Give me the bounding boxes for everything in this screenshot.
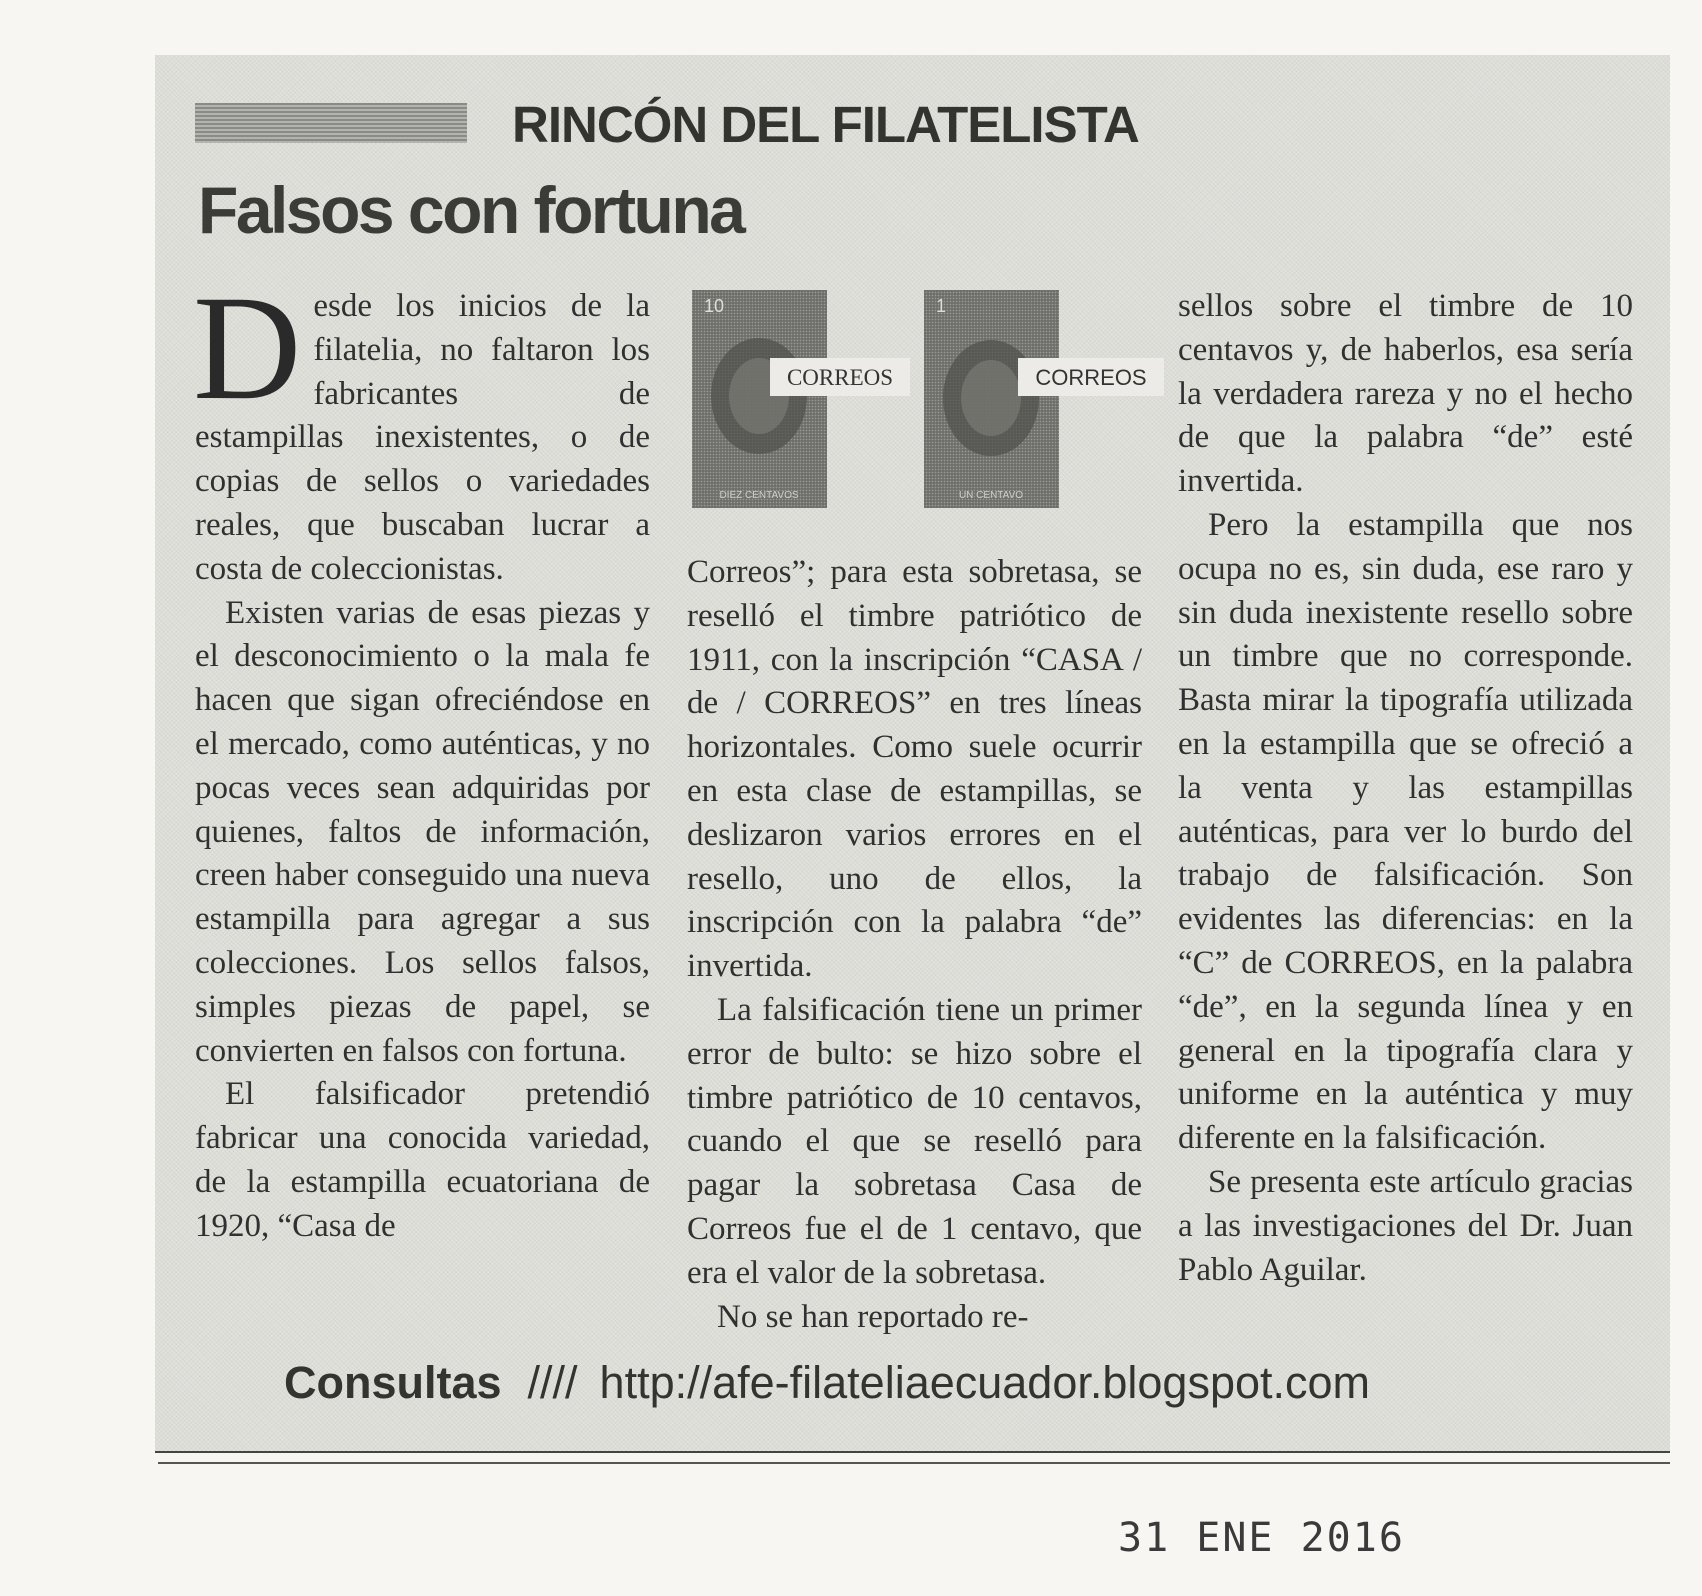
bottom-rule [155, 1451, 1670, 1453]
paragraph-3: El falsificador pretendió fabricar una conocida variedad, de la estampilla ecuatoriana de 1920, “Casa de [195, 1076, 650, 1244]
stamp-2-bottom: UN CENTAVO [958, 490, 1024, 501]
handwritten-date-text: 31 ENE 2016 [1118, 1515, 1405, 1561]
stamp-2 [924, 290, 1164, 508]
paragraph-9: Se presenta este artículo gracias a las investigaciones del Dr. Juan Pablo Aguilar. [1178, 1163, 1633, 1288]
handwritten-date [1118, 1503, 1405, 1573]
column-3 [1178, 285, 1633, 1292]
paragraph-2: Existen varias de esas piezas y el desconocimiento o la mala fe hacen que sigan ofreciéndose en el mercado, como auténticas, y no pocas veces sean adquiridas por quienes, faltos de información, creen haber conseguido una nueva estampilla para agregar a sus colecciones. Los sellos falsos, simples piezas de papel, se convierten en falsos con fortuna. [195, 594, 650, 1069]
stamp-1-value: 10 [704, 296, 725, 316]
stamp-1-bottom: DIEZ CENTAVOS [719, 490, 799, 501]
drop-cap: D [193, 265, 302, 431]
section-bar [195, 103, 467, 143]
paragraph-1-text: esde los inicios de la filatelia, no faltaron los fabricantes de estampillas inexistentes, o de copias de sellos o variedades reales, que buscaban lucrar a costa de coleccionistas. [195, 288, 650, 587]
column-2 [687, 551, 1142, 1339]
paragraph-8: Pero la estampilla que nos ocupa no es, sin duda, ese raro y sin duda inexistente resello sobre un timbre que no corresponde. Basta mirar la tipografía utilizada en la estampilla que se ofreció a la venta y las estampillas auténticas, para ver lo burdo del trabajo de falsificación. Son evidentes las diferencias: en la “C” de CORREOS, en la palabra “de”, en la segunda línea y en general en la tipografía clara y uniforme en la auténtica y muy diferente en la falsificación. [1178, 506, 1633, 1157]
paragraph-7: sellos sobre el timbre de 10 centavos y, de haberlos, esa sería la verdadera rareza y no el hecho de que la palabra “de” esté invertida. [1178, 288, 1633, 500]
column-1 [193, 265, 650, 1249]
section-title: RINCÓN DEL FILATELISTA [512, 96, 1139, 153]
footer-separator: //// [527, 1357, 578, 1408]
bottom-rule-2 [158, 1462, 1670, 1464]
stamp-2-overprint: CORREOS [1035, 365, 1147, 390]
paragraph-6: No se han reportado re- [717, 1298, 1029, 1335]
paragraph-4: Correos”; para esta sobretasa, se reselló el timbre patriótico de 1911, con la inscripción “CASA / de / CORREOS” en tres líneas horizontales. Como suele ocurrir en esta clase de estampillas, se deslizaron varios errores en el resello, uno de ellos, la inscripción con la palabra “de” invertida. [687, 554, 1142, 985]
stamp-1-overprint: CORREOS [786, 365, 894, 390]
stamps-illustration [688, 288, 1168, 528]
footer-url: http://afe-filateliaecuador.blogspot.com [599, 1357, 1371, 1408]
paragraph-5: La falsificación tiene un primer error de bulto: se hizo sobre el timbre patriótico de 10 centavos, cuando el que se reselló para pagar la sobretasa Casa de Correos fue el de 1 centavo, que era el valor de la sobretasa. [687, 991, 1142, 1291]
paragraph-1 [193, 265, 650, 592]
stamp-1 [692, 290, 910, 508]
footer-consultas [284, 1357, 1370, 1409]
article-headline: Falsos con fortuna [198, 173, 744, 247]
newspaper-clipping [155, 55, 1670, 1451]
stamp-2-value: 1 [936, 296, 947, 316]
footer-label: Consultas [284, 1357, 502, 1408]
